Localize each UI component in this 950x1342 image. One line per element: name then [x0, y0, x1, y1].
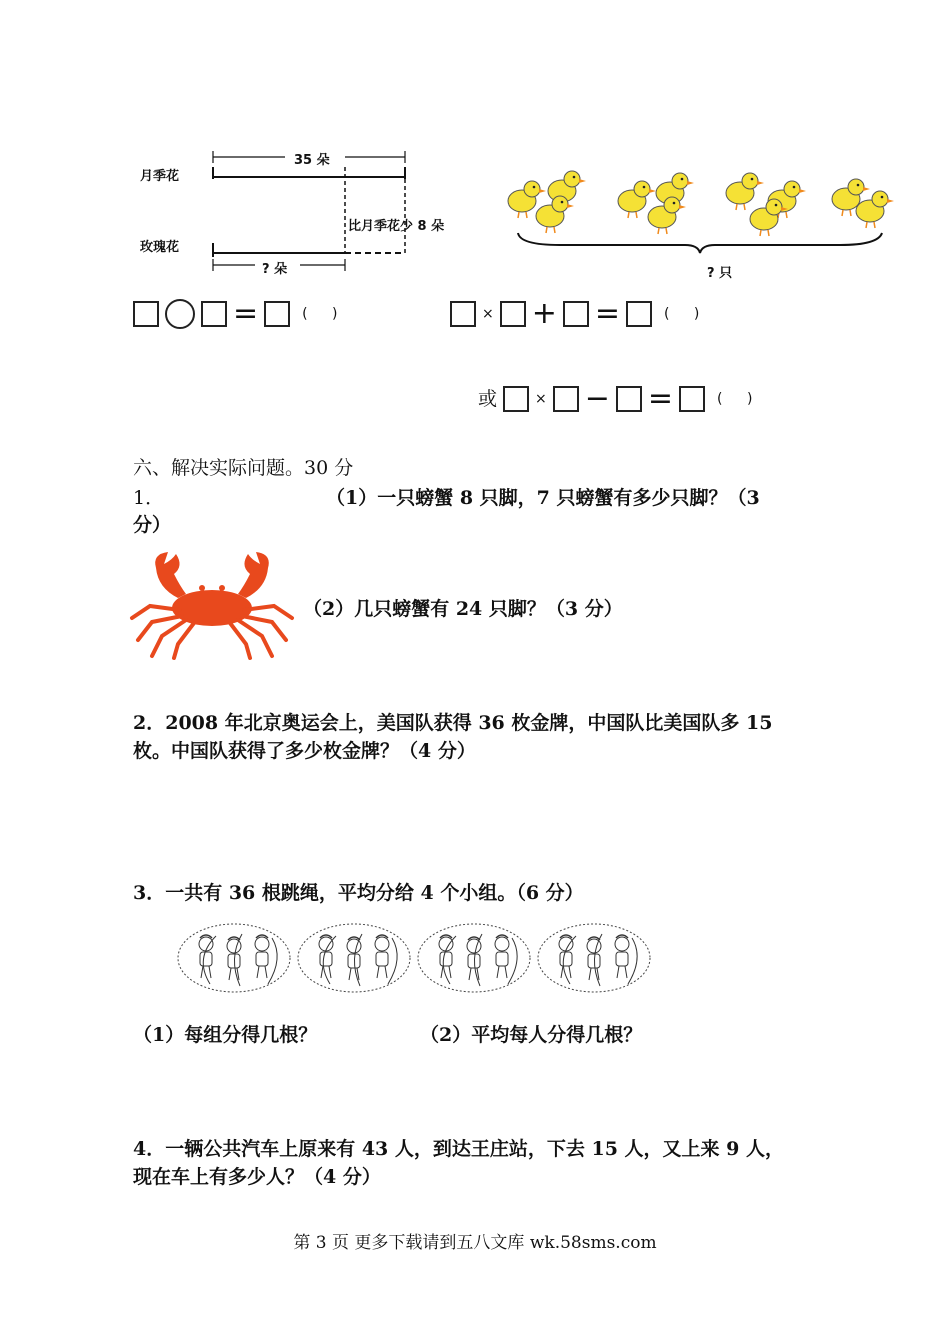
answer-box[interactable]	[553, 386, 579, 412]
unit-paren[interactable]: ( )	[302, 306, 348, 322]
chicks-total-label: ? 只	[707, 266, 733, 281]
question-4-line-2: 现在车上有多少人？（4 分）	[133, 1166, 381, 1188]
equation-row-1	[133, 296, 348, 331]
equals-sign: =	[233, 296, 259, 331]
jump-rope-groups-illustration	[176, 918, 656, 998]
question-1-part-1-cont: 分）	[133, 514, 172, 536]
minus-sign: −	[584, 381, 610, 416]
answer-box[interactable]	[133, 301, 159, 327]
equals-sign: =	[594, 296, 621, 331]
crab-illustration	[128, 548, 296, 660]
answer-box[interactable]	[616, 386, 642, 412]
answer-box[interactable]	[201, 301, 227, 327]
answer-box[interactable]	[500, 301, 526, 327]
equation-row-2	[450, 296, 710, 331]
answer-box[interactable]	[563, 301, 589, 327]
plus-sign: +	[531, 296, 557, 331]
question-4-line-1: 4．一辆公共汽车上原来有 43 人，到达王庄站，下去 15 人，又上来 9 人，	[133, 1138, 785, 1160]
unit-paren[interactable]: ( )	[664, 306, 710, 322]
answer-box[interactable]	[626, 301, 652, 327]
question-3-sub-1: （1）每组分得几根？	[133, 1024, 318, 1046]
label-yuejihua: 月季花	[140, 169, 180, 184]
question-1-part-1: （1）一只螃蟹 8 只脚，7 只螃蟹有多少只脚？（3	[326, 487, 760, 509]
or-label: 或	[478, 388, 498, 410]
question-1-part-2: （2）几只螃蟹有 24 只脚？（3 分）	[303, 598, 623, 620]
length-top-label: 35 朵	[294, 153, 330, 168]
bar-model-diagram	[205, 145, 475, 275]
page-footer: 第 3 页 更多下载请到五八文库 wk.58sms.com	[293, 1233, 657, 1253]
label-meiguihua: 玫瑰花	[140, 240, 180, 255]
question-3-line: 3．一共有 36 根跳绳，平均分给 4 个小组。（6 分）	[133, 882, 584, 904]
times-sign: ×	[482, 306, 494, 322]
length-bottom-label: ? 朵	[262, 262, 288, 277]
equals-sign: =	[647, 381, 674, 416]
answer-box[interactable]	[679, 386, 705, 412]
unit-paren[interactable]: ( )	[717, 391, 763, 407]
question-2-line-1: 2．2008 年北京奥运会上，美国队获得 36 枚金牌，中国队比美国队多 15	[133, 712, 773, 734]
section-heading: 六、解决实际问题。30 分	[133, 457, 354, 479]
answer-box[interactable]	[264, 301, 290, 327]
question-1-number: 1．	[133, 487, 165, 509]
chicks-illustration	[500, 165, 900, 255]
answer-box[interactable]	[450, 301, 476, 327]
question-3-sub-2: （2）平均每人分得几根？	[420, 1024, 643, 1046]
difference-label: 比月季花少 8 朵	[348, 219, 445, 234]
times-sign: ×	[535, 391, 547, 407]
equation-row-3	[478, 381, 763, 416]
operator-circle[interactable]	[165, 299, 195, 329]
question-2-line-2: 枚。中国队获得了多少枚金牌？（4 分）	[133, 740, 476, 762]
answer-box[interactable]	[503, 386, 529, 412]
